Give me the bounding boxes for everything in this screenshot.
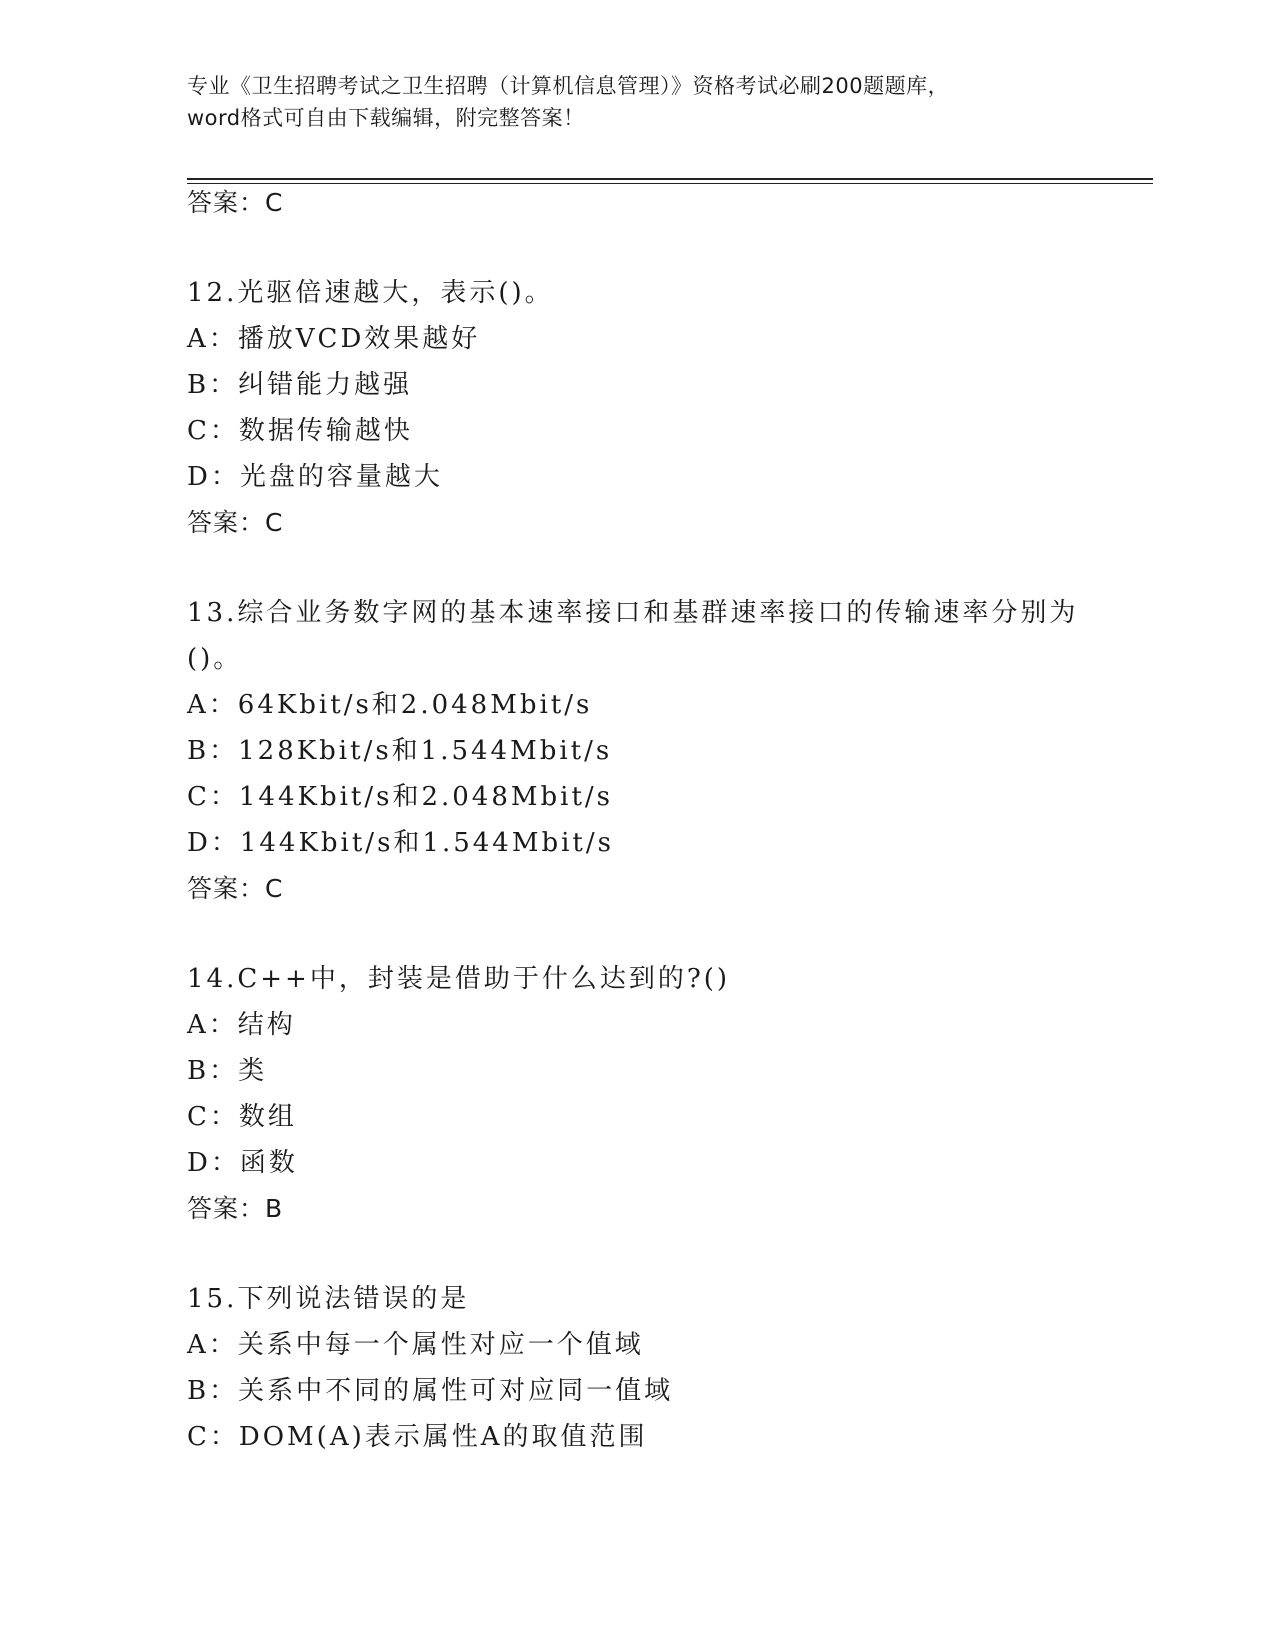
option-d: D：光盘的容量越大 <box>187 462 443 492</box>
option-b: B：类 <box>187 1056 268 1086</box>
question-15 <box>187 1276 1147 1460</box>
question-stem: 14.C++中，封装是借助于什么达到的?() <box>187 964 731 994</box>
option-c: C：144Kbit/s和2.048Mbit/s <box>187 782 614 812</box>
answer-line: 答案：C <box>187 508 284 537</box>
question-14 <box>187 956 1147 1232</box>
option-c: C：DOM(A)表示属性A的取值范围 <box>187 1422 648 1452</box>
question-stem: 15.下列说法错误的是 <box>187 1284 470 1314</box>
question-13 <box>187 590 1147 912</box>
answer-line: 答案：C <box>187 188 284 217</box>
document-header <box>187 70 1087 134</box>
answer-line: 答案：C <box>187 874 284 903</box>
question-stem: 12.光驱倍速越大，表示()。 <box>187 278 554 308</box>
question-list <box>187 180 1147 1460</box>
question-stem-continued: ()。 <box>187 644 243 674</box>
question-12 <box>187 270 1147 546</box>
header-line-1: 专业《卫生招聘考试之卫生招聘（计算机信息管理）》资格考试必刷200题题库， <box>187 74 950 98</box>
option-a: A：64Kbit/s和2.048Mbit/s <box>187 690 593 720</box>
option-b: B：关系中不同的属性可对应同一值域 <box>187 1376 674 1406</box>
option-a: A：关系中每一个属性对应一个值域 <box>187 1330 644 1360</box>
header-line-2: word格式可自由下载编辑，附完整答案！ <box>187 106 585 130</box>
option-c: C：数据传输越快 <box>187 416 413 446</box>
option-a: A：播放VCD效果越好 <box>187 324 481 354</box>
answer-line: 答案：B <box>187 1194 284 1223</box>
option-d: D：函数 <box>187 1148 298 1178</box>
option-a: A：结构 <box>187 1010 296 1040</box>
option-b: B：纠错能力越强 <box>187 370 413 400</box>
option-d: D：144Kbit/s和1.544Mbit/s <box>187 828 614 858</box>
option-c: C：数组 <box>187 1102 297 1132</box>
question-stem: 13.综合业务数字网的基本速率接口和基群速率接口的传输速率分别为 <box>187 598 1079 628</box>
option-b: B：128Kbit/s和1.544Mbit/s <box>187 736 613 766</box>
